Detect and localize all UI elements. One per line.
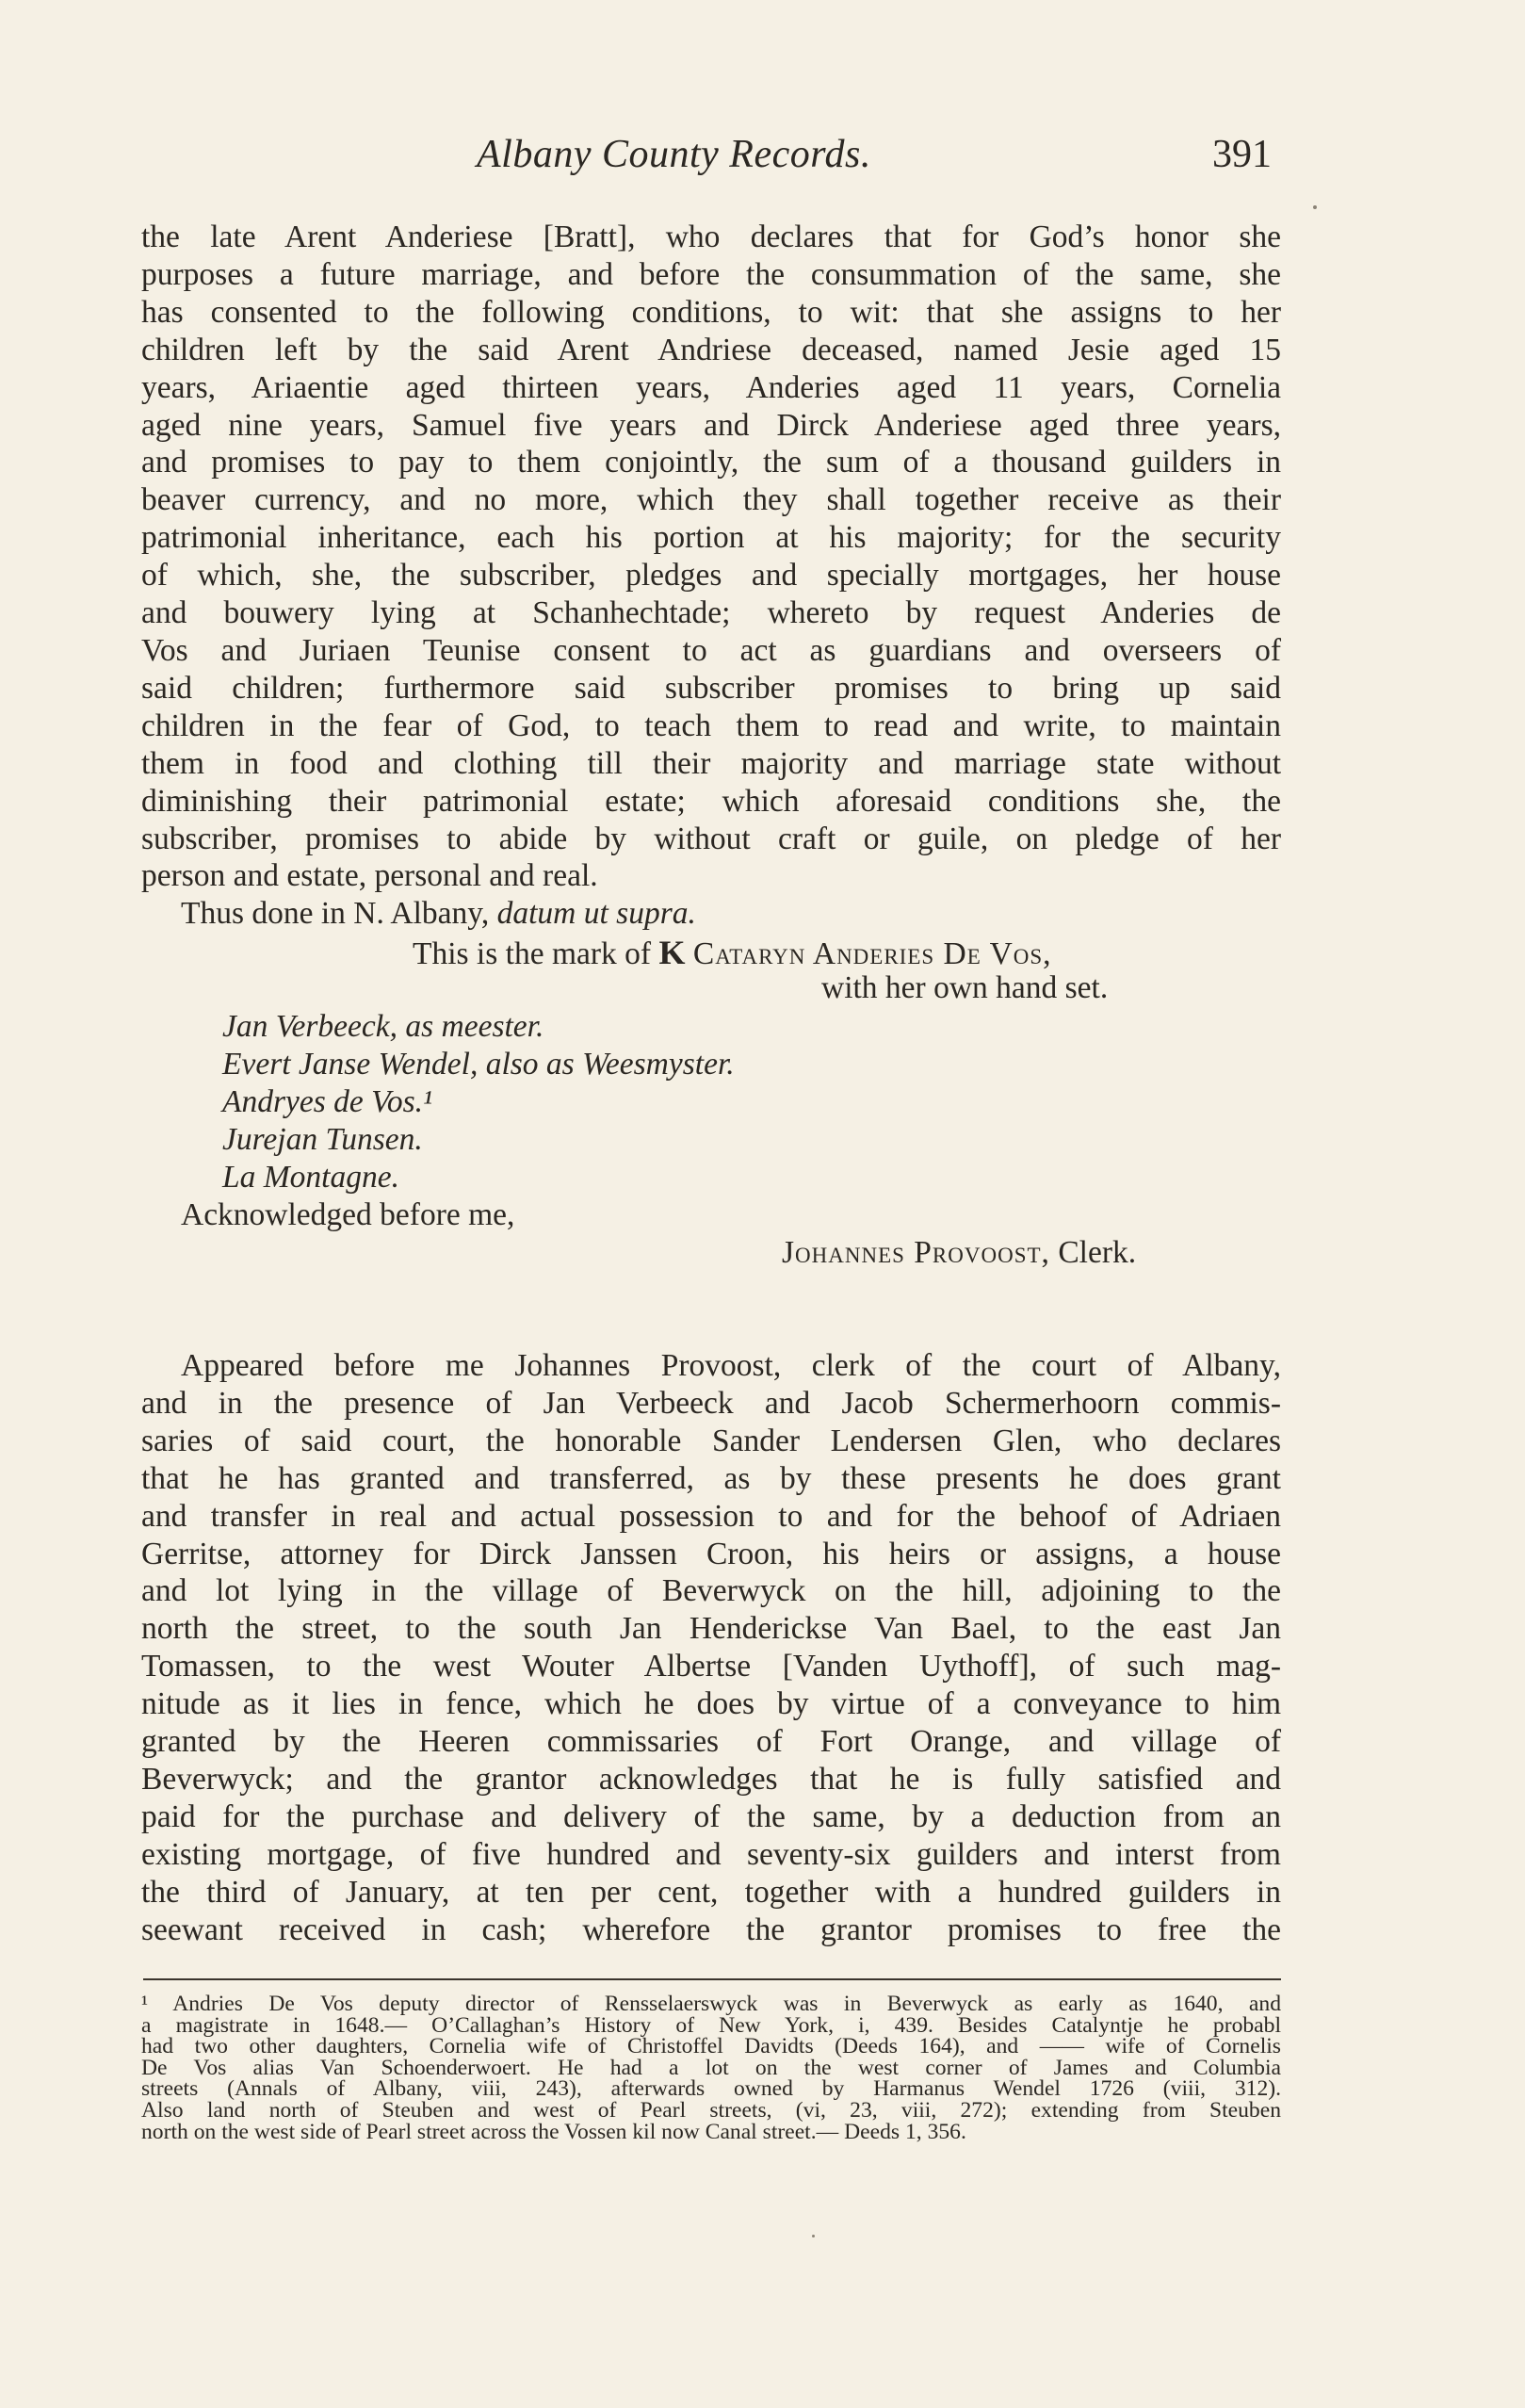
first-record-text <box>141 219 1281 933</box>
text-line: and lot lying in the village of Beverwyck on the hill, adjoining to the <box>141 1573 1281 1609</box>
thus-done-line <box>141 895 1281 933</box>
witness-line: La Montagne. <box>222 1160 399 1195</box>
acknowledged-line: Acknowledged before me, <box>181 1197 515 1232</box>
text-line: Beverwyck; and the grantor acknowledges that he is fully satisfied and <box>141 1761 1281 1797</box>
mark-line-prefix: This is the mark of <box>413 936 659 971</box>
footnote-line: had two other daughters, Cornelia wife of Christoffel Davidts (Deeds 164), and —— wife of Cornelis <box>141 2034 1281 2059</box>
page-number: 391 <box>1212 133 1272 176</box>
text-line: the late Arent Anderiese [Bratt], who declares that for God’s honor she <box>141 220 1281 254</box>
paper-speck <box>1313 205 1317 209</box>
footnote-line: streets (Annals of Albany, viii, 243), afterwards owned by Harmanus Wendel 1726 (viii, 312). <box>141 2076 1281 2102</box>
text-line: children left by the said Arent Andriese deceased, named Jesie aged 15 <box>141 332 1281 367</box>
text-line: and in the presence of Jan Verbeeck and Jacob Schermerhoorn commis- <box>141 1385 1281 1421</box>
text-line: paid for the purchase and delivery of the same, by a deduction from an <box>141 1798 1281 1834</box>
text-line: Appeared before me Johannes Provoost, clerk of the court of Albany, <box>181 1348 1281 1383</box>
text-line: and transfer in real and actual possession to and for the behoof of Adriaen <box>141 1498 1281 1534</box>
footnote-line: north on the west side of Pearl street across the Vossen kil now Canal street.— Deeds 1, 356. <box>141 2119 966 2144</box>
signature-mark: K <box>658 934 686 971</box>
clerk-name: Johannes Provoost, <box>782 1235 1050 1270</box>
footnote-line: Also land north of Steuben and west of Pearl streets, (vi, 23, viii, 272); extending from Steuben <box>141 2097 1281 2123</box>
text-line: granted by the Heeren commissaries of Fort Orange, and village of <box>141 1724 1281 1760</box>
mark-line <box>413 933 1052 972</box>
text-line: has consented to the following conditions, to wit: that she assigns to her <box>141 294 1281 330</box>
text-line: saries of said court, the honorable Sander Lendersen Glen, who declares <box>141 1423 1281 1458</box>
text-line: patrimonial inheritance, each his portion at his majority; for the security <box>141 520 1281 556</box>
text-line: of which, she, the subscriber, pledges and specially mortgages, her house <box>141 558 1281 594</box>
text-line: Gerritse, attorney for Dirck Janssen Croon, his heirs or assigns, a house <box>141 1536 1281 1571</box>
text-line: years, Ariaentie aged thirteen years, Anderies aged 11 years, Cornelia <box>141 369 1281 405</box>
text-line: and promises to pay to them conjointly, the sum of a thousand guilders in <box>141 445 1281 480</box>
datum-ut-supra: datum ut supra. <box>496 896 696 932</box>
text-line: beaver currency, and no more, which they shall together receive as their <box>141 482 1281 518</box>
footnote-rule <box>143 1978 1281 1980</box>
text-line: person and estate, personal and real. <box>141 858 598 894</box>
text-line: Vos and Juriaen Teunise consent to act as guardians and overseers of <box>141 632 1281 668</box>
footnote <box>141 1993 1281 2142</box>
witness-line: Evert Janse Wendel, also as Weesmyster. <box>222 1047 735 1082</box>
footnote-line: De Vos alias Van Schoenderwoert. He had a lot on the west corner of James and Columbia <box>141 2055 1281 2080</box>
text-line: diminishing their patrimonial estate; which aforesaid conditions she, the <box>141 783 1281 819</box>
clerk-title: Clerk. <box>1049 1235 1137 1270</box>
page-header <box>141 132 1272 188</box>
second-record-text <box>141 1347 1281 1949</box>
text-line: subscriber, promises to abide by without craft or guile, on pledge of her <box>141 821 1281 856</box>
footnote-line: a magistrate in 1648.— O’Callaghan’s History of New York, i, 439. Besides Catalyntje he probabl <box>141 2012 1281 2038</box>
text-line: purposes a future marriage, and before the consummation of the same, she <box>141 256 1281 292</box>
witness-line: Jurejan Tunsen. <box>222 1122 423 1157</box>
own-hand-line: with her own hand set. <box>821 970 1109 1005</box>
text-line: existing mortgage, of five hundred and seventy-six guilders and interst from <box>141 1836 1281 1872</box>
text-line: seewant received in cash; wherefore the grantor promises to free the <box>141 1912 1281 1947</box>
text-line: them in food and clothing till their majority and marriage state without <box>141 745 1281 781</box>
text-line: children in the fear of God, to teach them to read and write, to maintain <box>141 708 1281 743</box>
thus-done-text: Thus done in N. Albany, <box>181 896 497 932</box>
text-line: that he has granted and transferred, as by these presents he does grant <box>141 1460 1281 1496</box>
footnote-line: ¹ Andries De Vos deputy director of Rensselaerswyck was in Beverwyck as early as 1640, and <box>141 1992 1281 2016</box>
text-line: aged nine years, Samuel five years and Dirck Anderiese aged three years, <box>141 407 1281 443</box>
text-line: nitude as it lies in fence, which he does by virtue of a conveyance to him <box>141 1686 1281 1722</box>
clerk-signature <box>782 1235 1136 1271</box>
text-line: Tomassen, to the west Wouter Albertse [Vanden Uythoff], of such mag- <box>141 1649 1281 1684</box>
signer-name: Cataryn Anderies De Vos, <box>692 936 1052 971</box>
running-title: Albany County Records. <box>477 133 871 176</box>
witness-line: Andryes de Vos.¹ <box>222 1084 433 1119</box>
witness-line: Jan Verbeeck, as meester. <box>222 1009 544 1044</box>
text-line: said children; furthermore said subscriber promises to bring up said <box>141 670 1281 706</box>
paper-speck <box>812 2235 815 2237</box>
text-line: and bouwery lying at Schanhechtade; whereto by request Anderies de <box>141 595 1281 631</box>
text-line: north the street, to the south Jan Henderickse Van Bael, to the east Jan <box>141 1611 1281 1647</box>
text-line: the third of January, at ten per cent, together with a hundred guilders in <box>141 1874 1281 1910</box>
